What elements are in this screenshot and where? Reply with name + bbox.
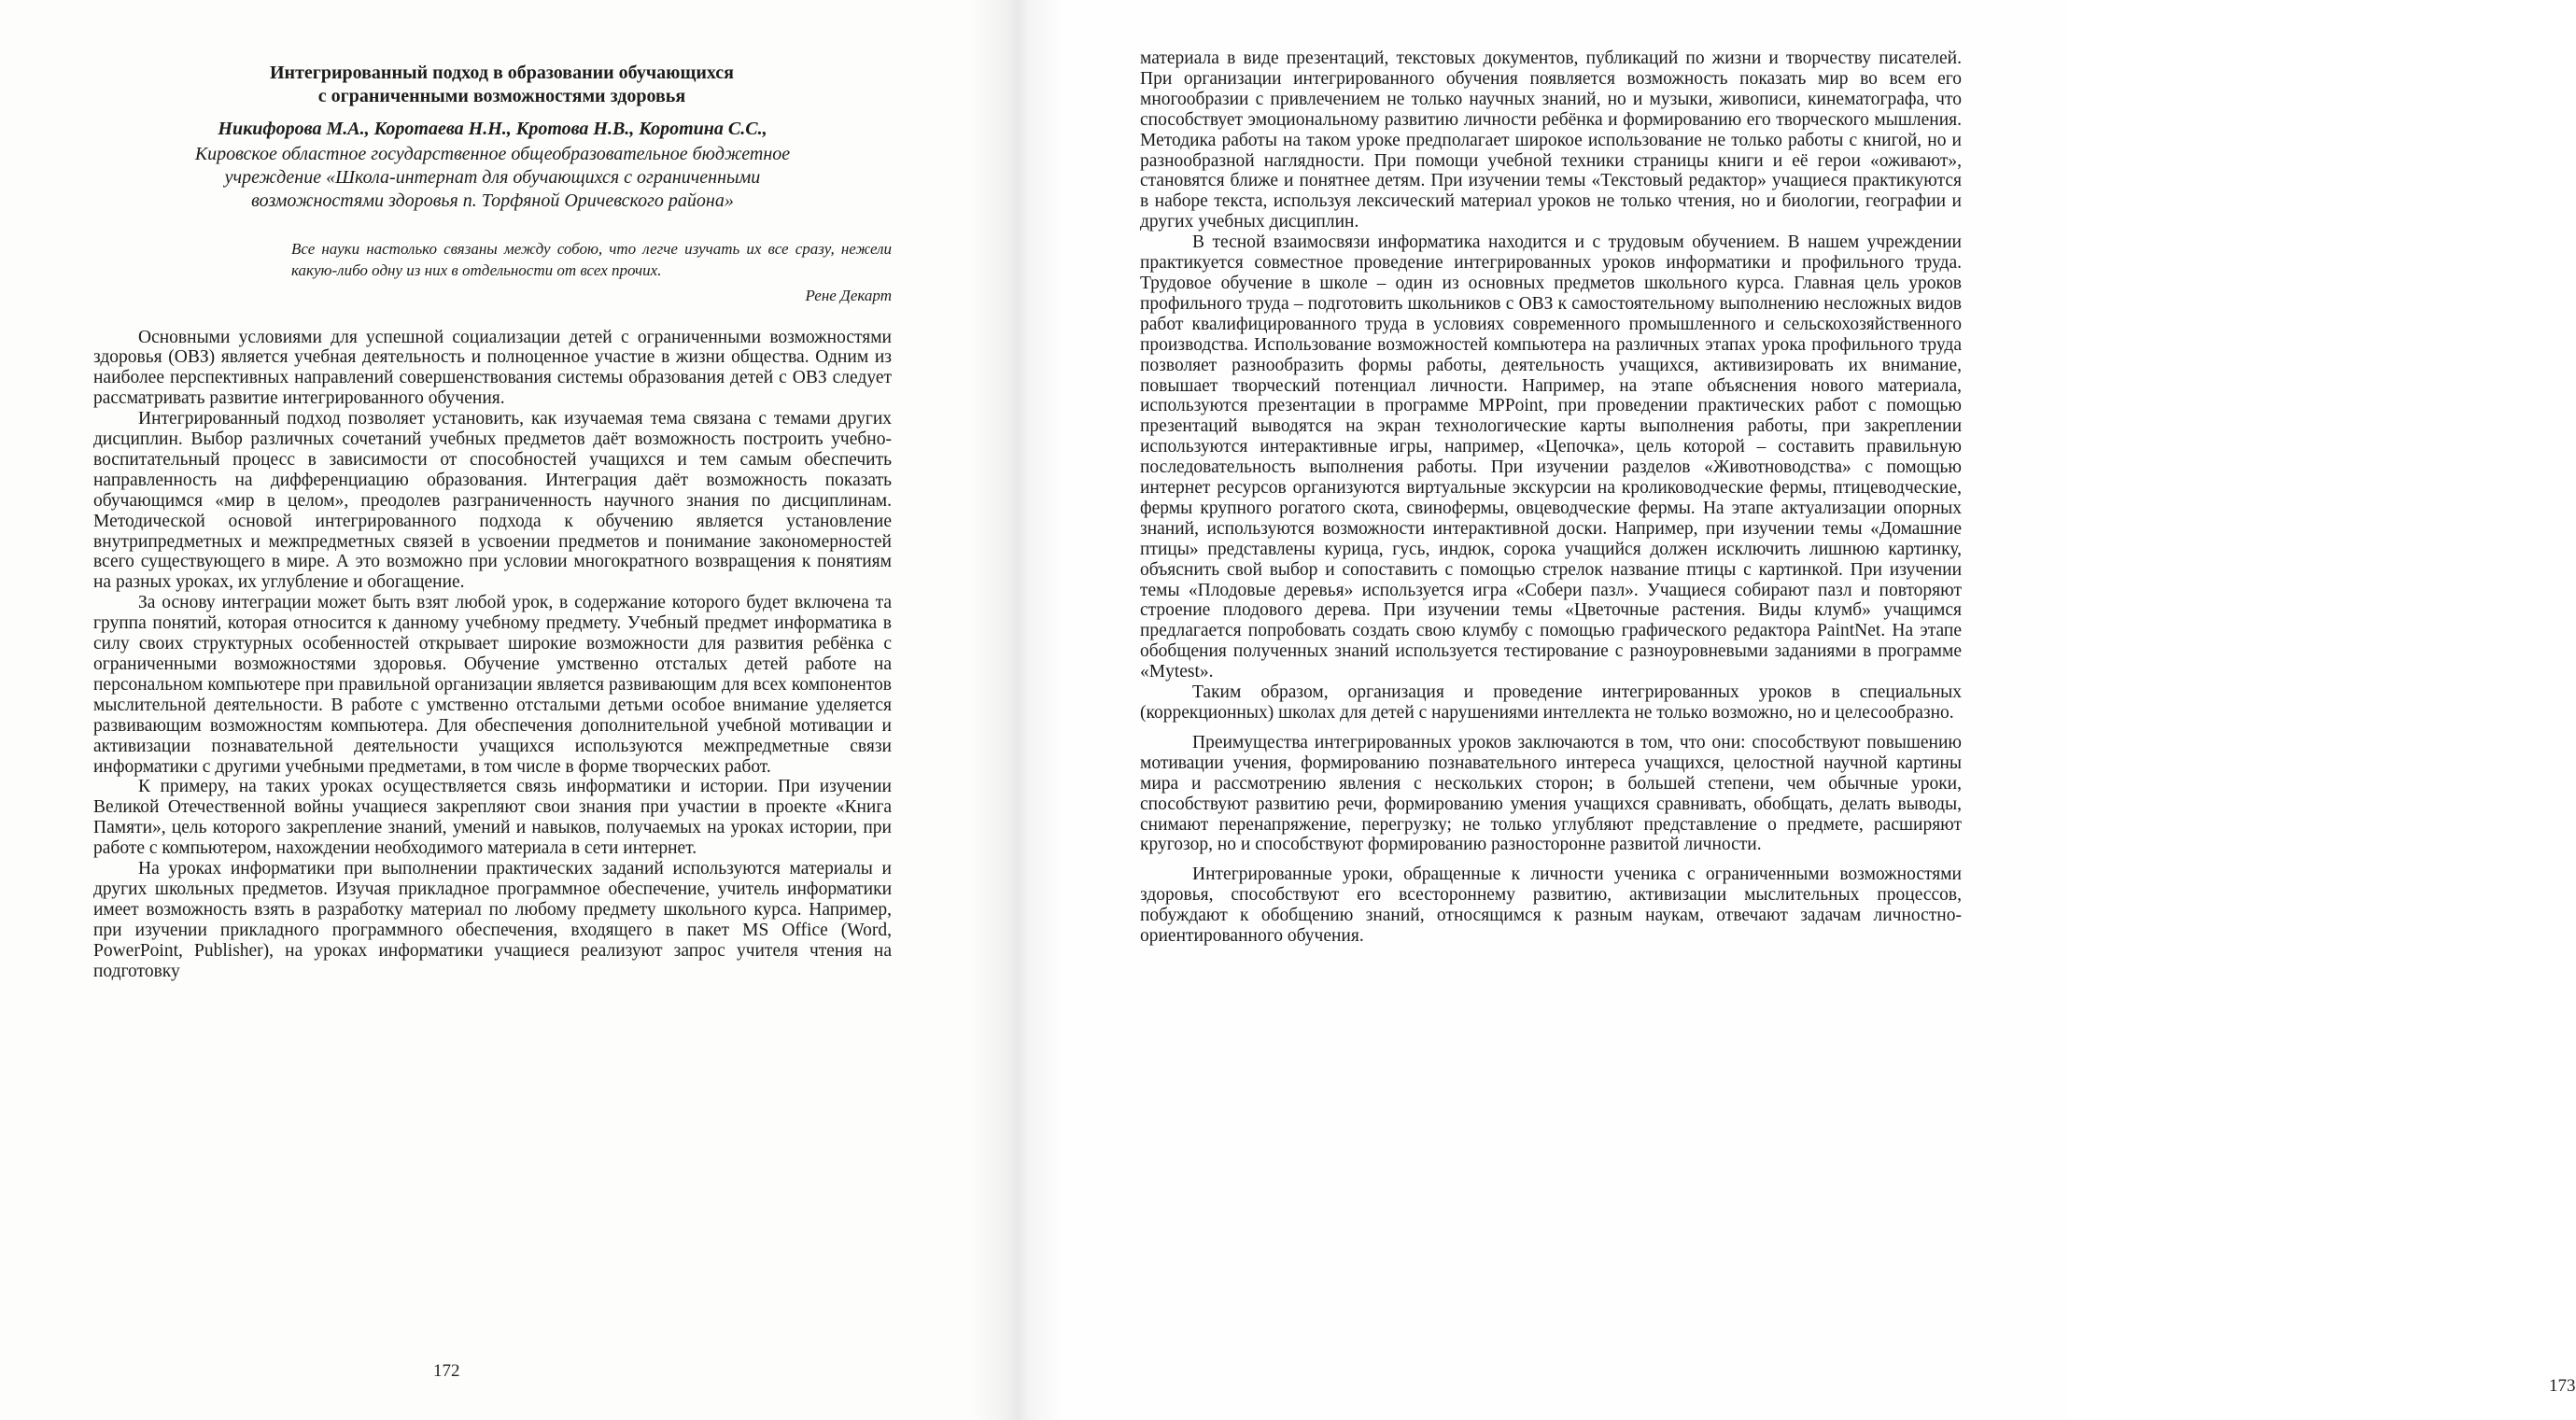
body-paragraph: К примеру, на таких уроках осуществляется связь информатики и истории. При изучении Великой Отечественной войны учащиеся закрепляют свои знания при участии в проекте «Книга Памяти», цель которого закрепление знаний, умений и навыков, получаемых на уроках истории, при работе с компьютером, нахождении необходимого материала в сети интернет. [93, 777, 892, 859]
body-paragraph: На уроках информатики при выполнении практических заданий используются материалы и других школьных предметов. Изучая прикладное программное обеспечение, учитель информатики имеет возможность взять в разработку материал по любому предмету школьного курса. Например, при изучении прикладного программного обеспечения, входящего в пакет MS Office (Word, PowerPoint, Publisher), на уроках информатики учащиеся реализуют запрос учителя чтения на подготовку [93, 859, 892, 981]
epigraph-quote: Все науки настолько связаны между собою, что легче изучать их все сразу, нежели какую-либо одну из них в отдельности от всех прочих. [291, 240, 892, 279]
body-paragraph: За основу интеграции может быть взят любой урок, в содержание которого будет включена та группа понятий, которая относится к данному учебному предмету. Учебный предмет информатика в силу своих структурных особенностей открывает широкие возможности для развития ребёнка с ограниченными возможностями здоровья. Обучение умственно отсталых детей работе на персональном компьютере при правильной организации является развивающим для всех компонентов мыслительной деятельности. В работе с умственно отсталыми детьми особое внимание уделяется развивающим возможностям компьютера. Для обеспечения дополнительной учебной мотивации и активизации познавательной деятельности учащихся используются межпредметные связи информатики с другими учебными предметами, в том числе в форме творческих работ. [93, 593, 892, 777]
left-page [0, 0, 1013, 1420]
right-page [1013, 0, 2576, 1420]
article-title-line: с ограниченными возможностями здоровья [317, 86, 686, 106]
right-page-column [1140, 49, 1962, 947]
body-paragraph: Таким образом, организация и проведение интегрированных уроков в специальных (коррекционных) школах для детей с нарушениями интеллекта не только возможно, но и целесообразно. [1140, 682, 1962, 723]
affiliation-line: Кировское областное государственное общеобразовательное бюджетное [194, 144, 791, 164]
body-paragraph: материала в виде презентаций, текстовых документов, публикаций по жизни и творчеству писателей. При организации интегрированного обучения появляется возможность показать мир во всем его многообразии с привлечением не только научных знаний, но и музыки, живописи, кинематографа, что способствует эмоциональному развитию личности ребёнка и формированию его творческого мышления. Методика работы на таком уроке предполагает широкое использование не только работы с книгой, но и разнообразной наглядности. При помощи учебной техники страницы книги и её герои «оживают», становятся ближе и понятнее детям. При изучении темы «Текстовый редактор» учащиеся практикуются в наборе текста, используя лексический материал уроков не только чтения, но и биологии, географии и других учебных дисциплин. [1140, 49, 1962, 232]
right-page-body [1140, 49, 1962, 947]
body-paragraph: Интегрированный подход позволяет установить, как изучаемая тема связана с темами других дисциплин. Выбор различных сочетаний учебных предметов даёт возможность построить учебно-воспитательный процесс в зависимости от способностей учащихся и тем самым обеспечить направленность на дифференциацию образования. Интеграция даёт возможность показать обучающимся «мир в целом», преодолев разграниченность научного знания по дисциплинам. Методической основой интегрированного подхода к обучению является установление внутрипредметных и межпредметных связей в усвоении предметов и понимание закономерностей всего существующего в мире. А это возможно при условии многократного возвращения к понятиям на разных уроках, их углубление и обогащение. [93, 409, 892, 593]
article-title-line: Интегрированный подход в образовании обучающихся [269, 63, 734, 83]
affiliation-line: возможностями здоровья п. Торфяной Оричевского района» [251, 190, 734, 211]
epigraph-author: Рене Декарт [805, 287, 892, 304]
left-page-column [93, 62, 892, 982]
page-number: 172 [433, 1361, 460, 1381]
body-paragraph: В тесной взаимосвязи информатика находится и с трудовым обучением. В нашем учреждении практикуется совместное проведение интегрированных уроков информатики и профильного труда. Трудовое обучение в школе – один из основных предметов школьного курса. Главная цель уроков профильного труда – подготовить школьников с ОВЗ к самостоятельному выполнению несложных видов работ квалифицированного труда в условиях современного промышленного и сельскохозяйственного производства. Использование возможностей компьютера на различных этапах урока профильного труда позволяет разнообразить формы работы, деятельность учащихся, активизировать их внимание, повышает творческий потенциал личности. Например, на этапе объяснения нового материала, используются презентации в программе MPPoint, при проведении практических работ с помощью презентаций выводятся на экран технологические карты выполнения работы, при закреплении используются интерактивные игры, например, «Цепочка», цель которой – составить правильную последовательность выполнения работы. При изучении разделов «Животноводства» с помощью интернет ресурсов организуются виртуальные экскурсии на кролиководческие фермы, птицеводческие, фермы крупного рогатого скота, свинофермы, овцеводческие фермы. На этапе актуализации опорных знаний, используются возможности интерактивной доски. Например, при изучении темы «Домашние птицы» представлены курица, гусь, индюк, сорока учащийся должен исключить лишнюю картинку, объяснить свой выбор и сопоставить с помощью стрелок название птицы с картинкой. При изучении темы «Плодовые деревья» используется игра «Собери пазл». Учащиеся собирают пазл и повторяют строение плодового дерева. При изучении темы «Цветочные растения. Виды клумб» учащимся предлагается попробовать создать свою клумбу с помощью графического редактора PaintNet. На этапе обобщения полученных знаний используется тестирование с разноуровневыми заданиями в программе «Mytest». [1140, 232, 1962, 682]
book-gutter-shadow [971, 0, 1064, 1420]
page-number: 173 [2549, 1376, 2576, 1396]
body-paragraph: Интегрированные уроки, обращенные к личности ученика с ограниченными возможностями здоровья, способствуют его всестороннему развитию, активизации мыслительных процессов, побуждают к обобщению знаний, относящимся к разным наукам, отвечают задачам личностно-ориентированного обучения. [1140, 865, 1962, 947]
affiliation-line: учреждение «Школа-интернат для обучающихся с ограниченными [224, 167, 761, 188]
body-paragraph: Преимущества интегрированных уроков заключаются в том, что они: способствуют повышению мотивации учения, формированию познавательного интереса учащихся, целостной научной картины мира и рассмотрению явления с нескольких сторон; в большей степени, чем обычные уроки, способствуют развитию речи, формированию умения учащихся сравнивать, обобщать, делать выводы, снимают перенапряжение, перегрузку; не только углубляют представление о предмете, расширяют кругозор, но и способствуют формированию разносторонне развитой личности. [1140, 732, 1962, 855]
left-page-body [93, 328, 892, 982]
body-paragraph: Основными условиями для успешной социализации детей с ограниченными возможностями здоровья (ОВЗ) является учебная деятельность и полноценное участие в жизни общества. Одним из наиболее перспективных направлений совершенствования системы образования детей с ОВЗ следует рассматривать развитие интегрированного обучения. [93, 327, 892, 409]
article-authors: Никифорова М.А., Коротаева Н.Н., Кротова Н.В., Коротина С.С., [218, 119, 767, 139]
author-affiliation [93, 143, 892, 213]
article-title [93, 62, 892, 108]
